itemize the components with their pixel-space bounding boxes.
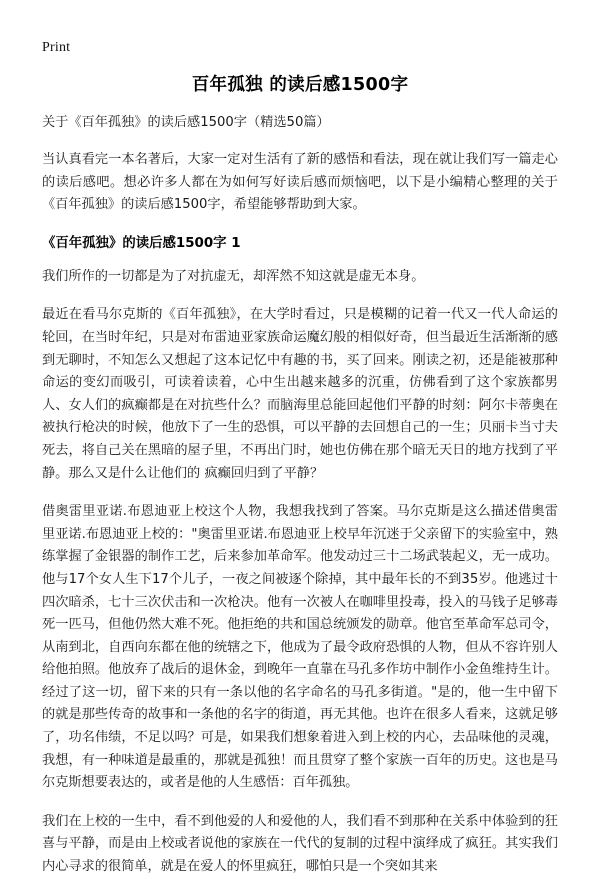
body-paragraph: 我们在上校的一生中，看不到他爱的人和爱他的人，我们看不到那种在关系中体验到的狂喜与平静，而是由上校或者说他的家族在一代代的复制的过程中演绎成了疯狂。其实我们内心寻求的很简单，就是在爱人的怀里疯狂，哪怕只是一个突如其来 <box>42 813 558 875</box>
intro-paragraph: 当认真看完一本名著后，大家一定对生活有了新的感悟和看法，现在就让我们写一篇走心的读后感吧。想必许多人都在为如何写好读后感而烦恼吧，以下是小编精心整理的关于《百年孤独》的读后感1500字，希望能够帮助到大家。 <box>42 152 558 213</box>
section-heading: 《百年孤独》的读后感1500字 1 <box>42 235 241 251</box>
body-paragraph: 最近在看马尔克斯的《百年孤独》，在大学时看过，只是模糊的记着一代又一代人命运的轮回，在当时年纪，只是对布雷迪亚家族命运魔幻般的相似好奇，但当最近生活渐渐的感到无聊时，不知怎么又想起了这本记忆中有趣的书，买了回来。刚读之初，还是能被那种命运的变幻而吸引，可读着读着，心中生出越来越多的沉重，仿佛看到了这个家族都男人、女人们的疯癫都是在对抗些什么？而脑海里总能回起他们平静的时刻：阿尔卡蒂奥在被执行枪决的时候，他放下了一生的恐惧，可以平静的去回想自己的一生；贝丽卡当寸夫死去，将自己关在黑暗的屋子里，不再出门时，她也仿佛在那个暗无天日的地方找到了平静。那么又是什么让他们的 疯癫回归到了平静？ <box>42 307 558 481</box>
body-paragraph: 我们所作的一切都是为了对抗虚无，却浑然不知这就是虚无本身。 <box>42 268 425 284</box>
print-label: Print <box>42 40 71 55</box>
body-paragraph: 借奥雷里亚诺.布恩迪亚上校这个人物，我想我找到了答案。马尔克斯是这么描述借奥雷里亚诺.布恩迪亚上校的："奥雷里亚诺.布恩迪亚上校早年沉迷于父亲留下的实验室中，熟练掌握了金银器的制作工艺，后来参加革命军。他发动过三十二场武装起义，无一成功。他与17个女人生下17个儿子，一夜之间被逐个除掉，其中最年长的不到35岁。他逃过十四次暗杀，七十三次伏击和一次枪决。他有一次被人在咖啡里投毒，投入的马钱子足够毒死一匹马，但他仍然大难不死。他拒绝的共和国总统颁发的勋章。他官至革命军总司令，从南到北，自西向东都在他的统辖之下，他成为了最令政府恐惧的人物，但从不容许别人给他拍照。他放弃了战后的退休金，到晚年一直靠在马孔多作坊中制作小金鱼维持生计。经过了这一切，留下来的只有一条以他的名字命名的马孔多街道。"是的，他一生中留下的就是那些传奇的故事和一条他的名字的街道，再无其他。也许在很多人看来，这就足够了，功名伟绩，不足以吗？可是，如果我们想象着进入到上校的内心，去品味他的灵魂，我想，有一种味道是最重的，那就是孤独！而且贯穿了整个家族一百年的历史。这也是马尔克斯想要表达的，或者是他的人生感悟：百年孤独。 <box>42 504 558 791</box>
page-title: 百年孤独 的读后感1500字 <box>191 75 409 95</box>
document-subtitle: 关于《百年孤独》的读后感1500字（精选50篇） <box>42 115 330 130</box>
document-content <box>42 72 558 879</box>
